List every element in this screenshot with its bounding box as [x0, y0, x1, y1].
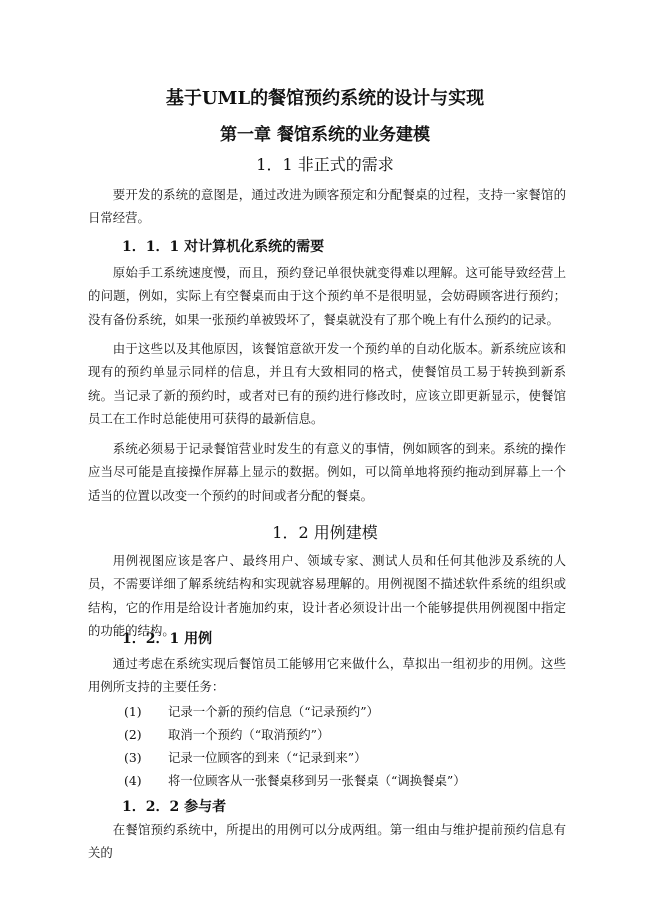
list-item-text: 取消一个预约（“取消预约”） — [168, 727, 330, 742]
section-heading-1-2: 1．2 用例建模 — [272, 523, 378, 542]
list-item — [124, 702, 379, 720]
paragraph-system-intent: 要开发的系统的意图是，通过改进为顾客预定和分配餐桌的过程，支持一家餐馆的日常经营。 — [88, 187, 566, 226]
paragraph-direct-operation: 系统必须易于记录餐馆营业时发生的有意义的事情，例如顾客的到来。系统的操作应当尽可能是直接操作屏幕上显示的数据。例如，可以简单地将预约拖动到屏幕上一个适当的位置以改变一个预约的时间或者分配的餐桌。 — [88, 441, 566, 503]
list-item-text: 将一位顾客从一张餐桌移到另一张餐桌（“调换餐桌”） — [168, 773, 466, 788]
paragraph-use-case-view: 用例视图应该是客户、最终用户、领域专家、测试人员和任何其他涉及系统的人员，不需要详细了解系统结构和实现就容易理解的。用例视图不描述软件系统的组织或结构，它的作用是给设计者施加约束，设计者必须设计出一个能够提供用例视图中指定的功能的结构。 — [88, 553, 566, 638]
document-title: 基于UML的餐馆预约系统的设计与实现 — [165, 88, 485, 109]
subsection-heading-1-1-1: 1．1．1 对计算机化系统的需要 — [122, 239, 325, 255]
list-item — [124, 748, 367, 766]
section-heading-1-1: 1．1 非正式的需求 — [256, 155, 394, 174]
chapter-heading: 第一章 餐馆系统的业务建模 — [220, 125, 430, 145]
list-item-number: (4) — [124, 773, 142, 788]
list-item-number: (3) — [124, 750, 142, 765]
list-item-number: (2) — [124, 727, 142, 742]
list-item-number: (1) — [124, 704, 142, 719]
paragraph-manual-system: 原始手工系统速度慢，而且，预约登记单很快就变得难以理解。这可能导致经营上的问题，例如，实际上有空餐桌而由于这个预约单不是很明显，会妨碍顾客进行预约；没有备份系统，如果一张预约单被毁坏了，餐桌就没有了那个晚上有什么预约的记录。 — [88, 265, 566, 327]
subsection-heading-1-2-2: 1．2．2 参与者 — [122, 799, 227, 815]
paragraph-actors-intro: 在餐馆预约系统中，所提出的用例可以分成两组。第一组由与维护提前预约信息有关的 — [88, 822, 566, 861]
list-item — [124, 725, 329, 743]
list-item-text: 记录一位顾客的到来（“记录到来”） — [168, 750, 367, 765]
paragraph-automation: 由于这些以及其他原因，该餐馆意欲开发一个预约单的自动化版本。新系统应该和现有的预约单显示同样的信息，并且有大致相同的格式，使餐馆员工易于转换到新系统。当记录了新的预约时，或者对已有的预约进行修改时，应该立即更新显示，使餐馆员工在工作时总能使用可获得的最新信息。 — [88, 341, 566, 426]
paragraph-use-cases-intro: 通过考虑在系统实现后餐馆员工能够用它来做什么，草拟出一组初步的用例。这些用例所支持的主要任务： — [88, 656, 566, 695]
list-item-text: 记录一个新的预约信息（“记录预约”） — [168, 704, 379, 719]
subsection-heading-1-2-1: 1．2．1 用例 — [122, 631, 213, 647]
list-item — [124, 771, 466, 789]
